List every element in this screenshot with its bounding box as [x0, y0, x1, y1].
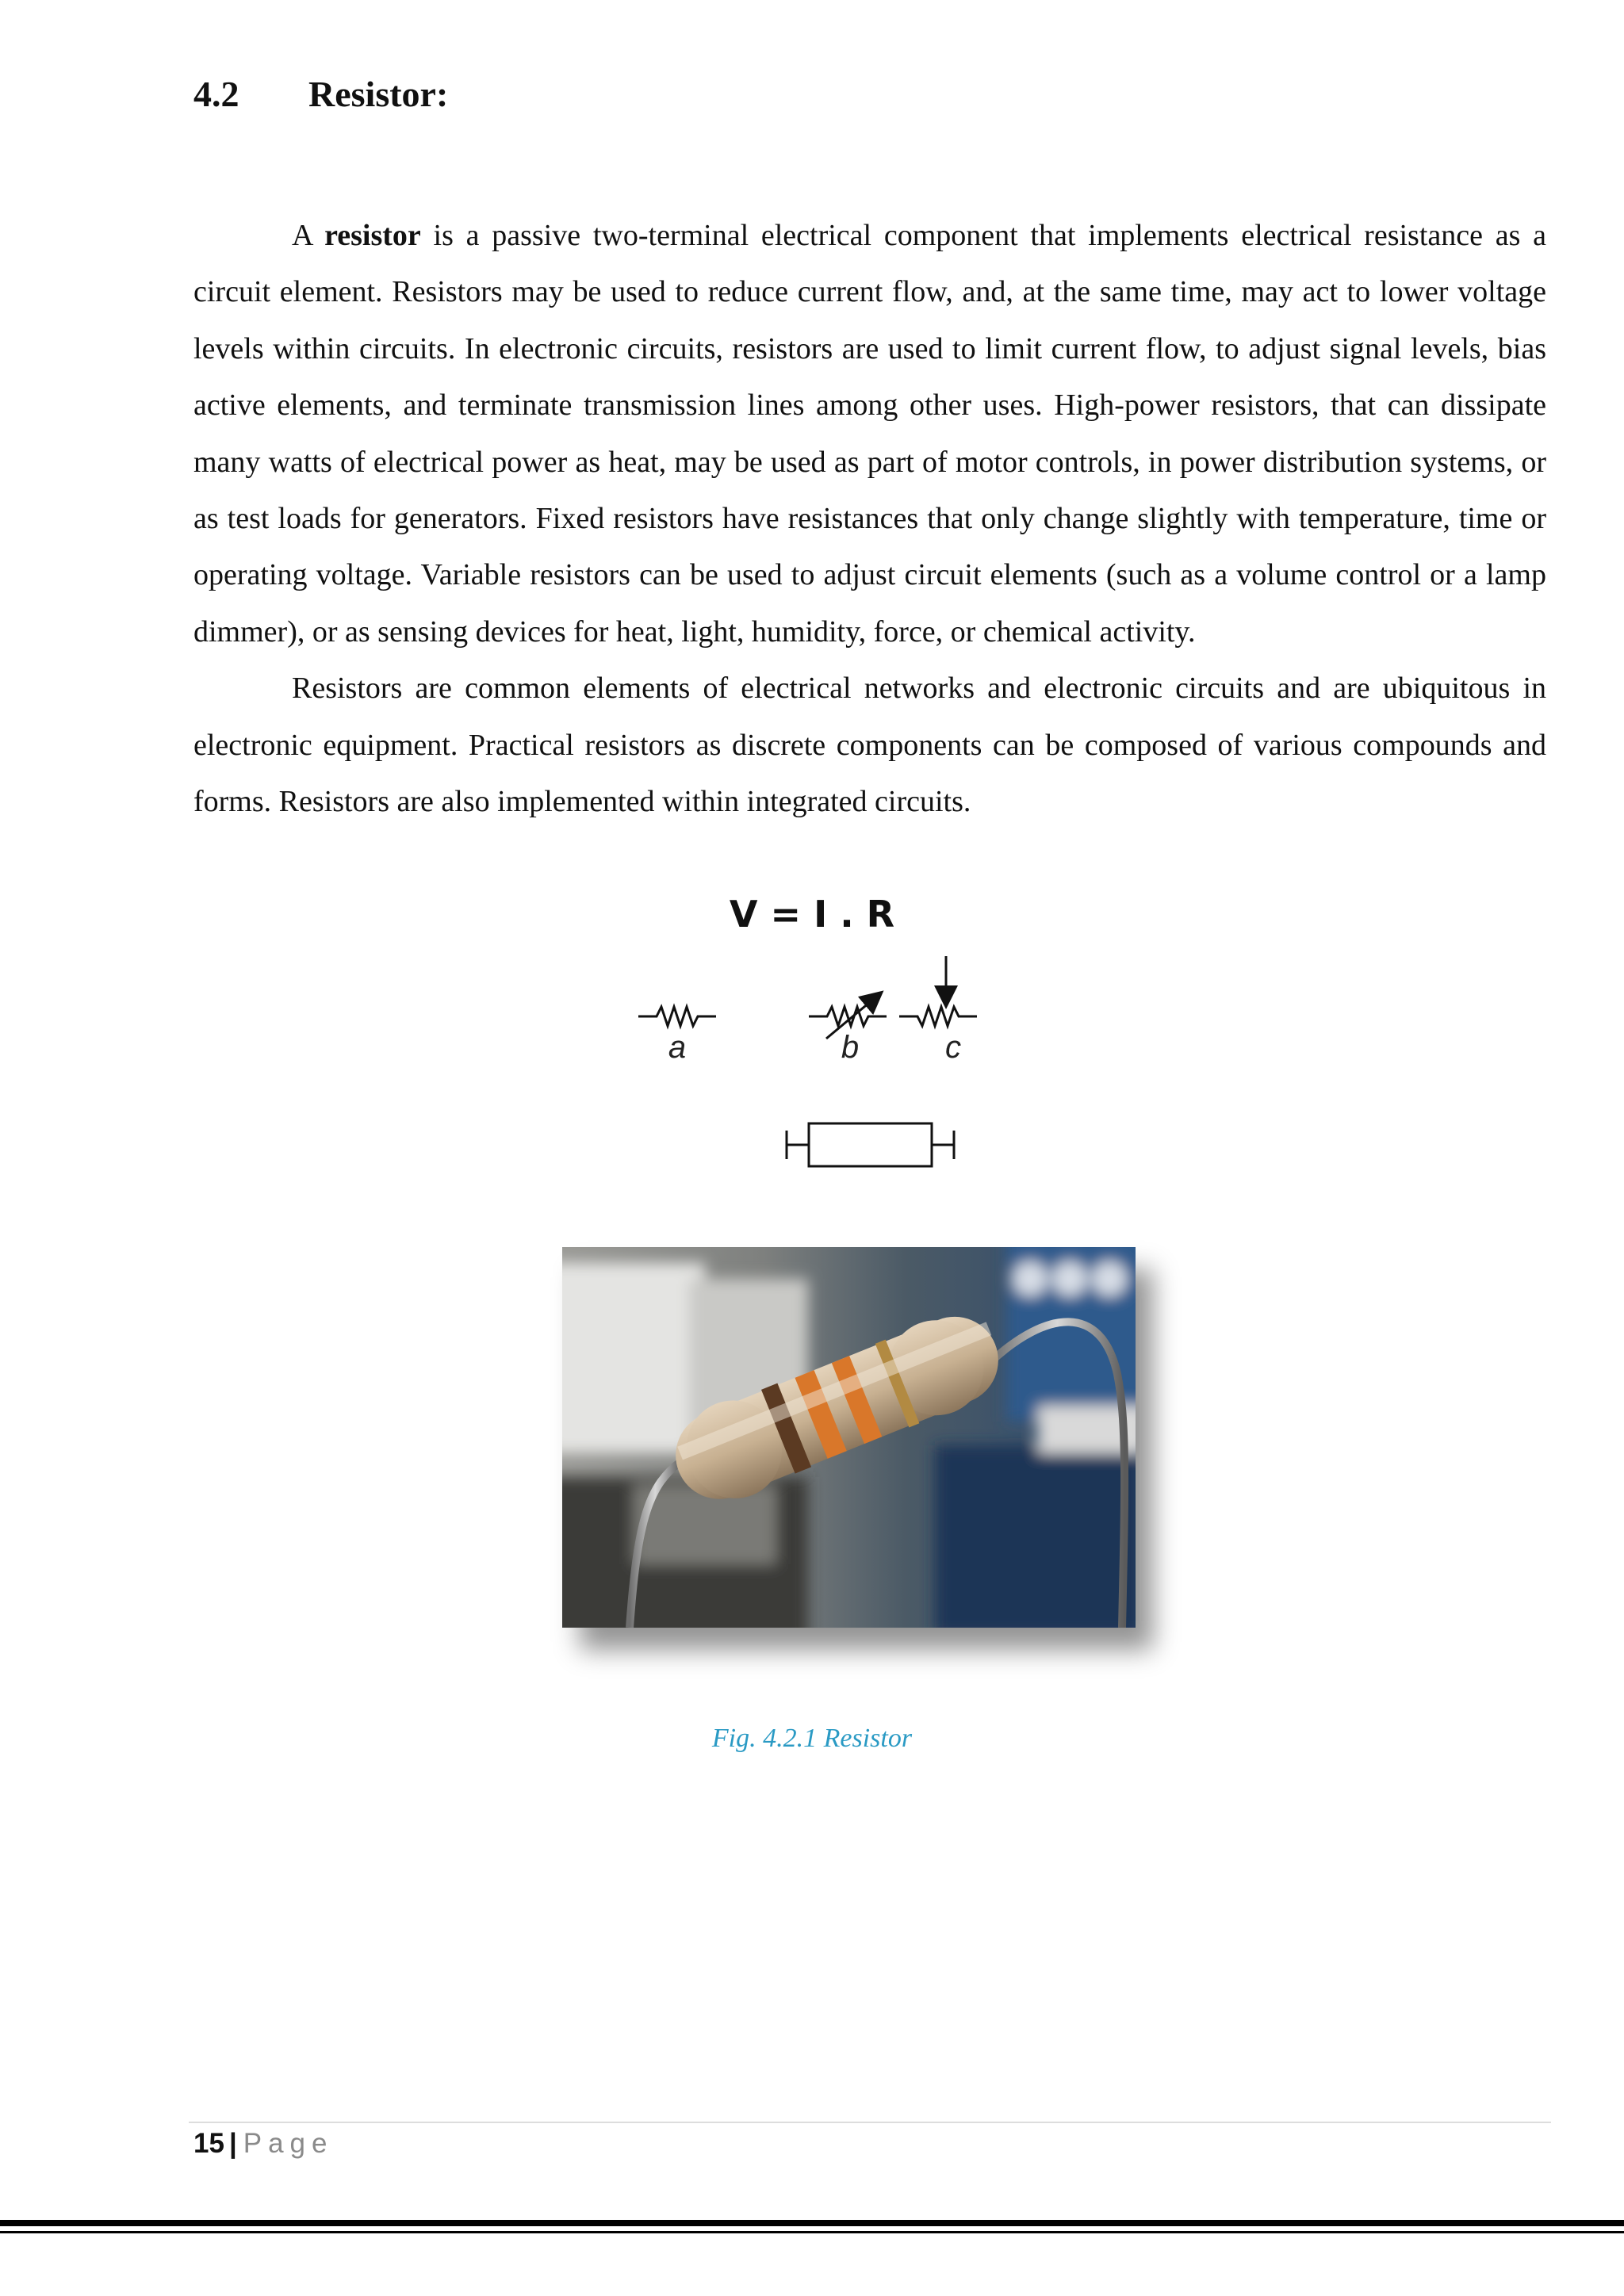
- paragraph-1-text: is a passive two-terminal electrical component that implements electrical resistance as a circuit element. Resistors may be used to reduce current flow, and, at the same time, may act to lower voltage levels within circuits. In electronic circuits, resistors are used to limit current flow, to adjust signal levels, bias active elements, and terminate transmission lines among other uses. High-power resistors, that can dissipate many watts of electrical power as heat, may be used as part of motor controls, in power distribution systems, or as test loads for generators. Fixed resistors have resistances that only change slightly with temperature, time or operating voltage. Variable resistors can be used to adjust circuit elements (such as a volume control or a lamp dimmer), or as sensing devices for heat, light, humidity, force, or chemical activity.: [193, 219, 1546, 649]
- paragraph-2: Resistors are common elements of electrical networks and electronic circuits and are ubiquitous in electronic equipment. Practical resistors as discrete components can be composed of various compounds and forms. Resistors are also implemented within integrated circuits.: [193, 672, 1546, 819]
- symbol-label-b: b: [841, 1030, 860, 1065]
- footer-divider: [189, 2122, 1551, 2123]
- resistor-symbol-b: [809, 998, 887, 1065]
- body-text: [193, 208, 1546, 830]
- symbol-label-a: a: [668, 1030, 687, 1065]
- footer-separator: |: [228, 2128, 237, 2159]
- ohms-law-formula: V = I . R: [729, 893, 895, 936]
- paragraph-1: [193, 208, 1546, 660]
- paragraph-1-lead: A: [292, 219, 325, 252]
- section-number: 4.2: [193, 74, 239, 114]
- resistor-symbol-a: [638, 1007, 716, 1065]
- page-number: 15: [193, 2128, 224, 2159]
- resistor-symbol-box: [787, 1123, 954, 1166]
- page-label: Page: [243, 2128, 334, 2159]
- section-heading: [193, 73, 448, 115]
- figure-caption: Fig. 4.2.1 Resistor: [711, 1724, 913, 1753]
- page-footer: [193, 2128, 333, 2160]
- section-title: Resistor:: [308, 74, 449, 114]
- page-border-thick: [0, 2220, 1624, 2226]
- term-resistor: resistor: [324, 219, 421, 252]
- resistor-photo: [562, 1247, 1136, 1628]
- symbol-label-c: c: [945, 1030, 961, 1065]
- resistor-symbols-diagram: [626, 951, 991, 1173]
- page-border-thin: [0, 2231, 1624, 2233]
- resistor-symbol-c: [899, 951, 991, 1065]
